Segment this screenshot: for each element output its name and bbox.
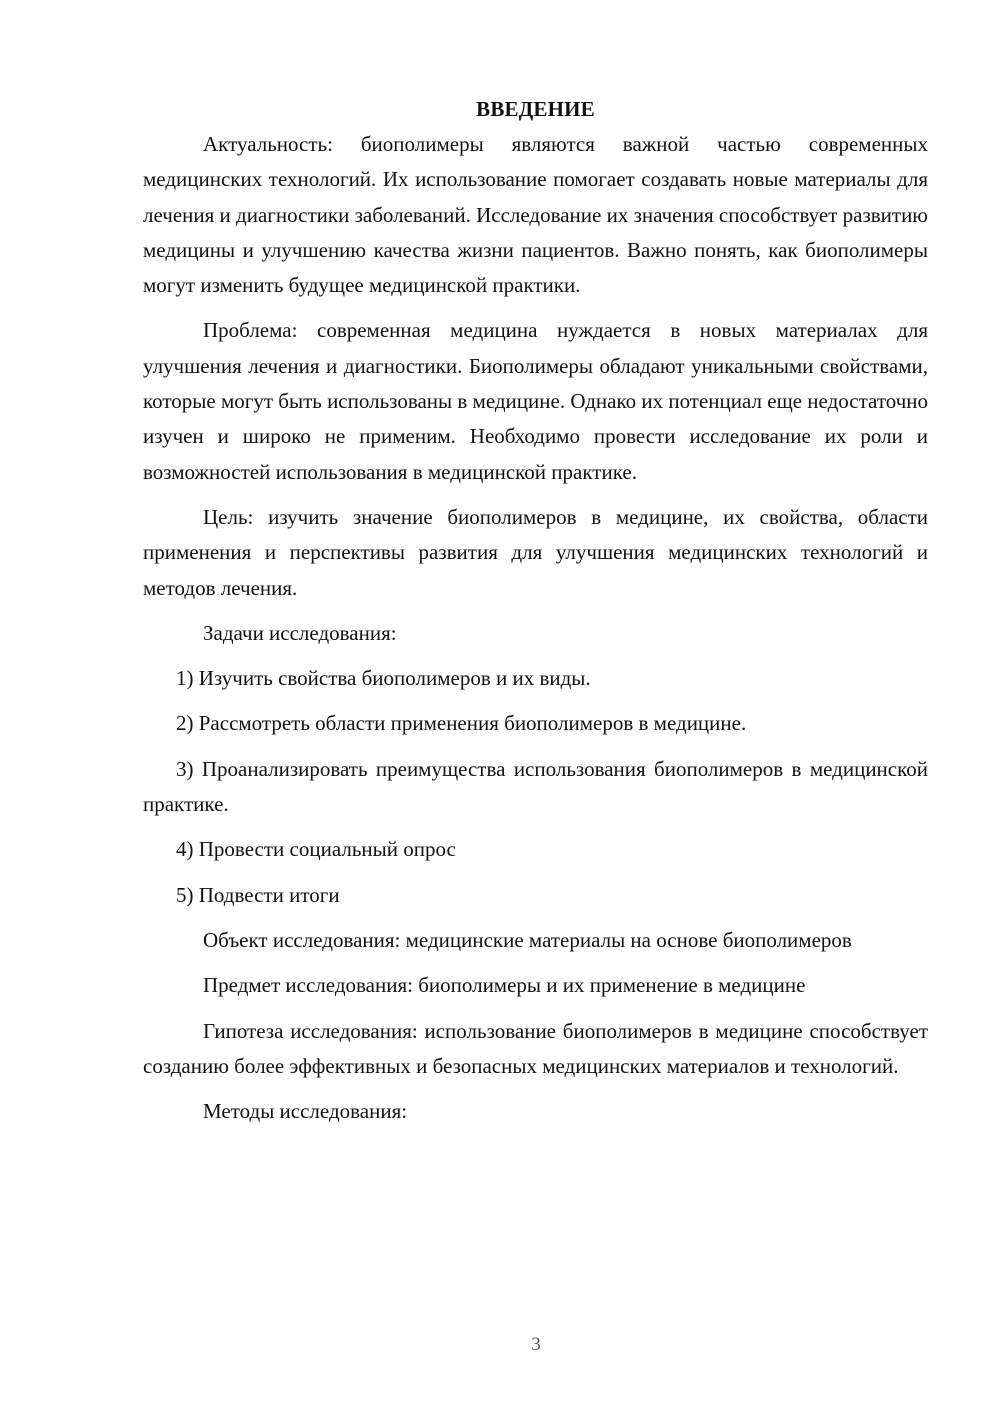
page-number: 3: [531, 1334, 541, 1355]
paragraph-methods: Методы исследования:: [203, 1099, 408, 1124]
section-heading: ВВЕДЕНИЕ: [476, 97, 595, 121]
paragraph-hypothesis: Гипотеза исследования: использование биополимеров в медицине способствует созданию более эффективных и безопасных медицинских материалов и технологий.: [143, 1018, 928, 1078]
paragraph-tasks-intro: Задачи исследования:: [203, 620, 397, 645]
page-content: [143, 92, 928, 1139]
paragraph-object: Объект исследования: медицинские материалы на основе биополимеров: [203, 927, 852, 952]
task-item-3: 3) Проанализировать преимущества использования биополимеров в медицинской практике.: [143, 756, 928, 817]
paragraph-subject: Предмет исследования: биополимеры и их применение в медицине: [203, 973, 806, 998]
task-item-4: 4) Провести социальный опрос: [176, 837, 456, 862]
task-item-2: 2) Рассмотреть области применения биополимеров в медицине.: [176, 711, 747, 736]
task-item-5: 5) Подвести итоги: [176, 882, 340, 907]
task-item-1: 1) Изучить свойства биополимеров и их виды.: [176, 666, 591, 691]
paragraph-relevance: Актуальность: биополимеры являются важной частью современных медицинских технологий. Их использование помогает создавать новые материалы для лечения и диагностики заболеваний. Исследование их значения способствует развитию медицины и улучшению качества жизни пациентов. Важно понять, как биополимеры могут изменить будущее медицинской практики.: [143, 132, 928, 298]
paragraph-goal: Цель: изучить значение биополимеров в медицине, их свойства, области применения и перспективы развития для улучшения медицинских технологий и методов лечения.: [143, 504, 928, 600]
paragraph-problem: Проблема: современная медицина нуждается в новых материалах для улучшения лечения и диагностики. Биополимеры обладают уникальными свойствами, которые могут быть использованы в медицине. Однако их потенциал еще недостаточно изучен и широко не применим. Необходимо провести исследование их роли и возможностей использования в медицинской практике.: [143, 318, 928, 484]
